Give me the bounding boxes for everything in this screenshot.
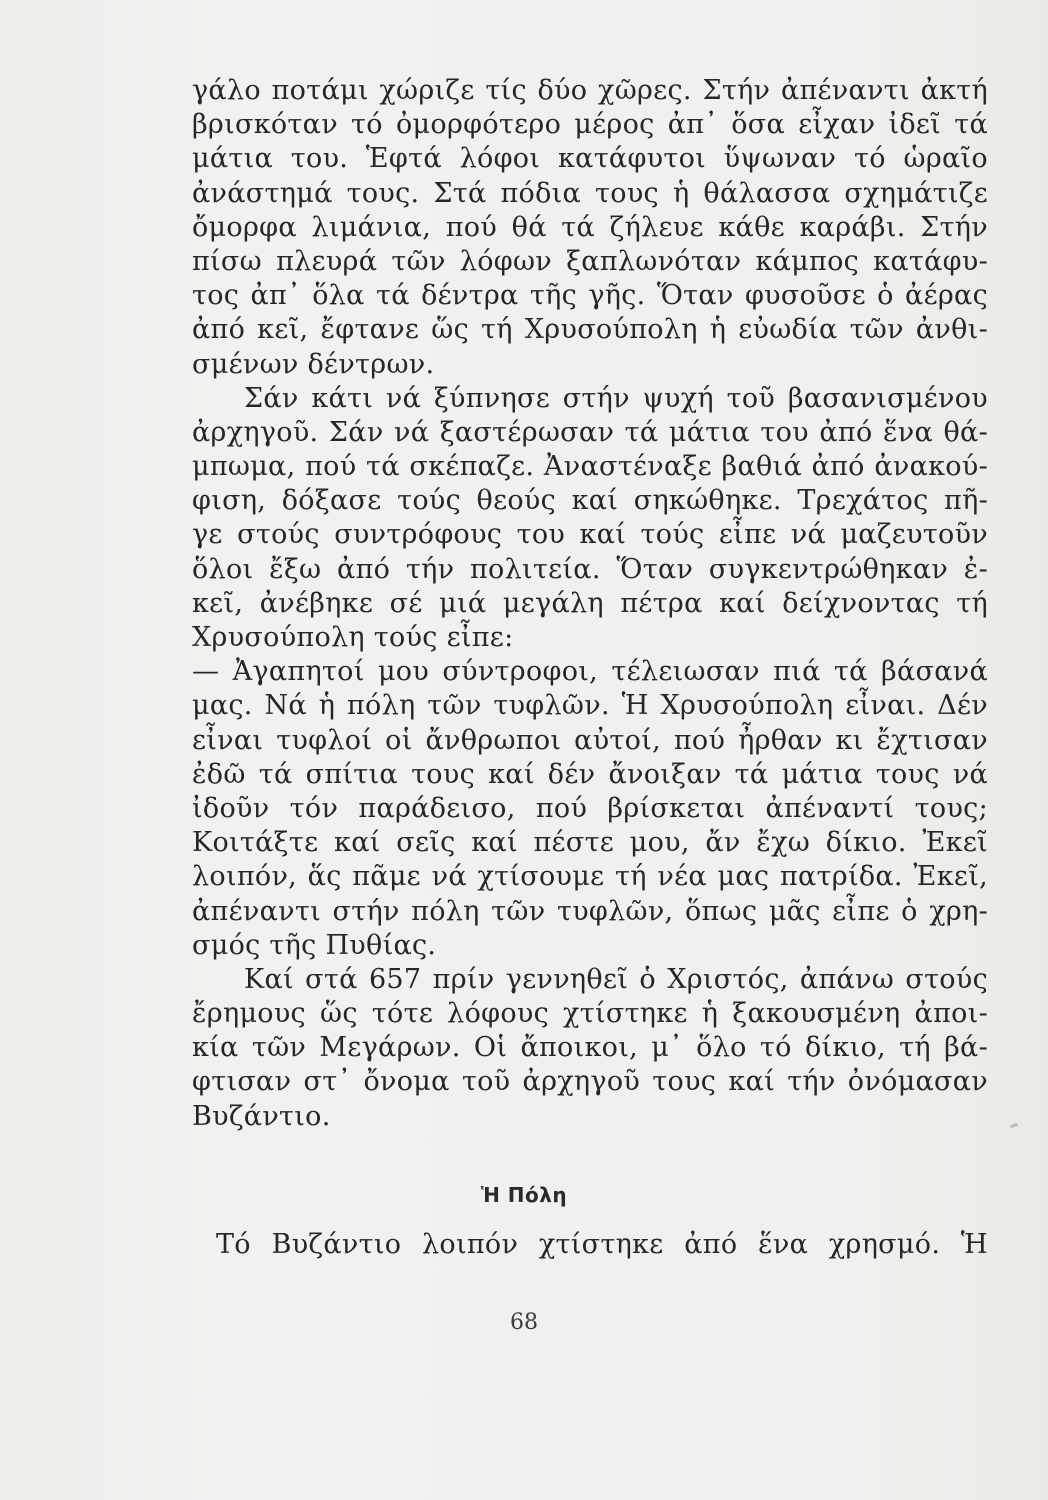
text-line: Βυζάντιο. (192, 1100, 331, 1132)
section-heading: Ἡ Πόλη (480, 1183, 568, 1207)
text-line: ἀρχηγοῦ. Σάν νά ξαστέρωσαν τά μάτια του ἀπό ἕνα θά- (192, 416, 988, 448)
text-line: γε στούς συντρόφους του καί τούς εἶπε νά μαζευτοῦν (192, 519, 988, 551)
text-line: τος ἀπ᾿ ὅλα τά δέντρα τῆς γῆς. Ὅταν φυσοῦσε ὁ ἀέρας (192, 280, 988, 312)
text-line: κεῖ, ἀνέβηκε σέ μιά μεγάλη πέτρα καί δείχνοντας τή (192, 587, 988, 619)
body-text (192, 74, 988, 1134)
text-line: Κοιτάξτε καί σεῖς καί πέστε μου, ἄν ἔχω δίκιο. Ἐκεῖ (192, 827, 988, 859)
text-line: ἰδοῦν τόν παράδεισο, πού βρίσκεται ἀπέναντί τους; (192, 792, 988, 824)
text-line: ἀνάστημά τους. Στά πόδια τους ἡ θάλασσα σχημάτιζε (192, 177, 988, 209)
text-line: σμός τῆς Πυθίας. (192, 929, 437, 961)
text-line: Σάν κάτι νά ξύπνησε στήν ψυχή τοῦ βασανισμένου (244, 382, 988, 414)
text-line: ἀπέναντι στήν πόλη τῶν τυφλῶν, ὅπως μᾶς εἶπε ὁ χρη- (192, 895, 988, 927)
text-line: κία τῶν Μεγάρων. Οἱ ἄποικοι, μ᾿ ὅλο τό δίκιο, τή βά- (192, 1032, 988, 1064)
text-line: πίσω πλευρά τῶν λόφων ξαπλωνόταν κάμπος κατάφυ- (192, 245, 988, 277)
paper-speck (1010, 1123, 1019, 1129)
text-line: ἀπό κεῖ, ἔφτανε ὥς τή Χρυσούπολη ἡ εὐωδία τῶν ἀνθι- (192, 314, 988, 346)
text-line: ἐδῶ τά σπίτια τους καί δέν ἄνοιξαν τά μάτια τους νά (192, 758, 988, 790)
text-line: μας. Νά ἡ πόλη τῶν τυφλῶν. Ἡ Χρυσούπολη εἶναι. Δέν (192, 690, 988, 722)
text-line: ἔρημους ὥς τότε λόφους χτίστηκε ἡ ξακουσμένη ἀποι- (192, 998, 988, 1030)
text-line: ὅλοι ἔξω ἀπό τήν πολιτεία. Ὅταν συγκεντρώθηκαν ἐ- (192, 553, 988, 585)
text-line: γάλο ποτάμι χώριζε τίς δύο χῶρες. Στήν ἀπέναντι ἀκτή (192, 75, 988, 106)
text-line: φιση, δόξασε τούς θεούς καί σηκώθηκε. Τρεχάτος πῆ- (192, 485, 988, 517)
text-line: — Ἀγαπητοί μου σύντροφοι, τέλειωσαν πιά τά βάσανά (192, 656, 988, 688)
text-line: βρισκόταν τό ὀμορφότερο μέρος ἀπ᾿ ὅσα εἶχαν ἰδεῖ τά (192, 109, 988, 141)
text-line: Χρυσούπολη τούς εἶπε: (192, 622, 514, 653)
text-line: μπωμα, πού τά σκέπαζε. Ἀναστέναξε βαθιά ἀπό ἀνακού- (192, 451, 988, 483)
text-line: εἶναι τυφλοί οἱ ἄνθρωποι αὐτοί, πού ἦρθαν κι ἔχτισαν (192, 724, 988, 756)
text-line: φτισαν στ᾿ ὄνομα τοῦ ἀρχηγοῦ τους καί τήν ὀνόμασαν (192, 1066, 988, 1098)
page-number: 68 (510, 1310, 538, 1335)
text-line: σμένων δέντρων. (192, 348, 435, 380)
text-line: Καί στά 657 πρίν γεννηθεῖ ὁ Χριστός, ἀπάνω στούς (244, 963, 988, 995)
text-line: ὄμορφα λιμάνια, πού θά τά ζήλευε κάθε καράβι. Στήν (192, 211, 988, 243)
section-first-line: Τό Βυζάντιο λοιπόν χτίστηκε ἀπό ἕνα χρησμό. Ἡ (216, 1229, 988, 1260)
text-line: μάτια του. Ἑφτά λόφοι κατάφυτοι ὕψωναν τό ὡραῖο (192, 143, 988, 175)
text-line: λοιπόν, ἅς πᾶμε νά χτίσουμε τή νέα μας πατρίδα. Ἐκεῖ, (192, 861, 988, 893)
